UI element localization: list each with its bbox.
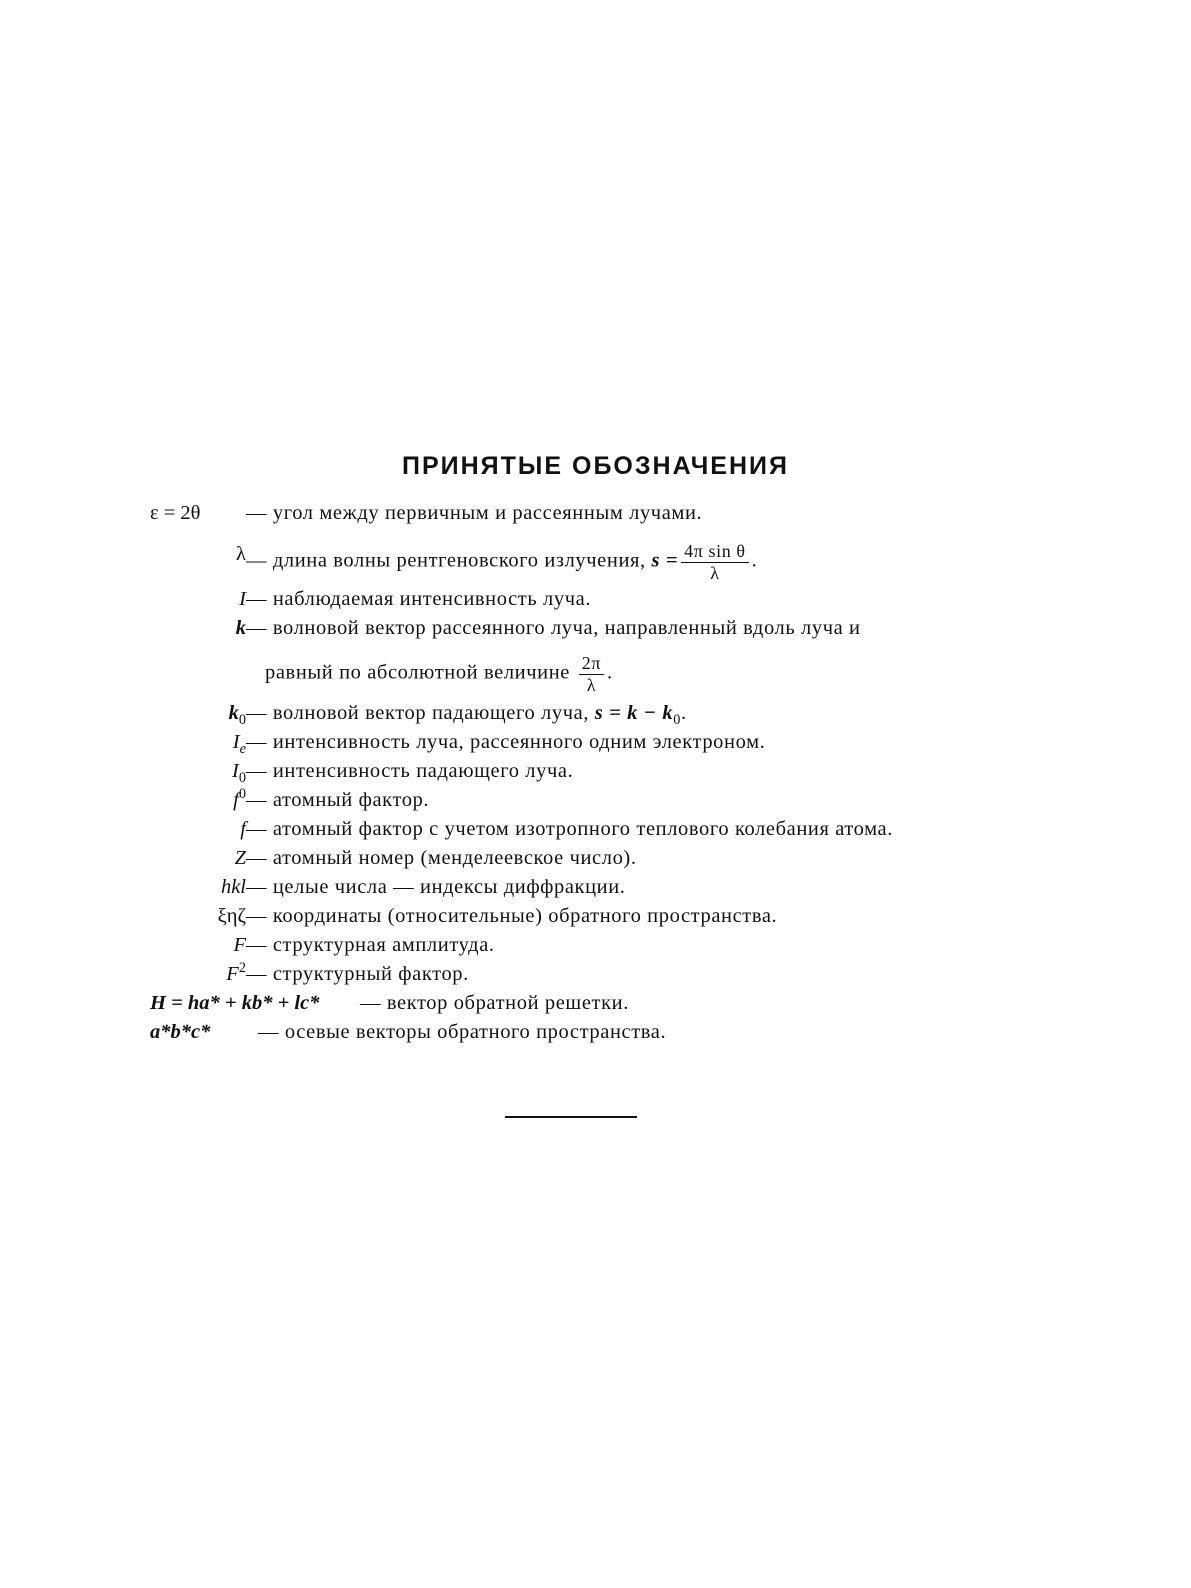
entry-text: вектор обратной решетки. <box>386 992 629 1014</box>
entry-description <box>246 816 893 842</box>
entry-dash: — <box>246 963 268 985</box>
symbol-base: I <box>232 760 239 782</box>
entry-text: наблюдаемая интенсивность луча. <box>272 588 592 610</box>
symbol-subscript: 0 <box>238 712 246 729</box>
fraction-denominator: λ <box>586 675 597 695</box>
formula-end: . <box>607 661 613 684</box>
entry-text: волновой вектор падающего луча, <box>272 702 590 724</box>
entry-symbol: I <box>239 588 246 610</box>
entry-text: целые числа — индексы диффракции. <box>272 876 626 898</box>
entry-symbol <box>228 700 246 729</box>
formula-end: . <box>681 702 687 724</box>
page-title: ПРИНЯТЫЕ ОБОЗНАЧЕНИЯ <box>402 452 789 480</box>
entry-symbol <box>226 961 246 987</box>
entry-text: структурный фактор. <box>272 963 469 985</box>
formula: s = k − k <box>594 702 674 724</box>
formula-subscript: 0 <box>673 712 682 729</box>
entry-description <box>246 787 429 813</box>
entry-text: интенсивность падающего луча. <box>272 760 574 782</box>
symbol-subscript: e <box>239 741 246 758</box>
symbol-base: I <box>232 731 240 753</box>
entry-symbol: H = ha* + kb* + lc* <box>150 992 320 1014</box>
fraction-numerator: 2π <box>579 653 604 675</box>
entry-text: атомный фактор с учетом изотропного теплового колебания атома. <box>272 818 893 840</box>
entry-symbol: hkl <box>220 876 246 898</box>
entry-dash: — <box>258 1021 280 1043</box>
entry-description <box>246 500 702 526</box>
symbol-base: k <box>228 702 239 724</box>
symbol-superscript: 0 <box>238 786 246 803</box>
entry-continuation <box>265 653 613 695</box>
entry-dash: — <box>246 731 268 753</box>
symbol-superscript: 2 <box>238 960 246 977</box>
entry-text: длина волны рентгеновского излучения, <box>272 549 646 572</box>
entry-symbol <box>232 758 246 787</box>
entry-text: координаты (относительные) обратного пространства. <box>272 905 778 927</box>
entry-dash: — <box>246 549 268 572</box>
entry-dash: — <box>246 702 268 724</box>
entry-dash: — <box>246 934 268 956</box>
entry-description <box>246 729 765 755</box>
entry-description <box>246 961 469 987</box>
entry-symbol: f <box>240 818 246 840</box>
entry-symbol: a*b*c* <box>150 1021 211 1043</box>
entry-dash: — <box>246 789 268 811</box>
entry-continuation-text: равный по абсолютной величине <box>265 661 570 684</box>
entry-text: осевые векторы обратного пространства. <box>284 1021 667 1043</box>
entry-dash: — <box>246 588 268 610</box>
formula-lhs: s = <box>651 549 679 572</box>
entry-symbol: ε = 2θ <box>150 502 201 524</box>
symbol-base: f <box>233 789 239 811</box>
entry-text: структурная амплитуда. <box>272 934 495 956</box>
formula-fraction <box>579 653 604 695</box>
formula-fraction <box>681 541 749 583</box>
symbol-base: F <box>226 963 239 985</box>
entry-dash: — <box>246 876 268 898</box>
fraction-denominator: λ <box>710 563 720 583</box>
entry-description <box>360 990 629 1016</box>
entry-text: атомный фактор. <box>272 789 430 811</box>
entry-description <box>246 615 861 641</box>
entry-symbol: λ <box>236 543 246 565</box>
entry-symbol: Z <box>234 847 246 869</box>
entry-description <box>246 903 777 929</box>
symbol-subscript: 0 <box>238 770 246 787</box>
entry-description <box>246 586 591 612</box>
closing-rule <box>505 1116 637 1118</box>
entry-dash: — <box>246 617 268 639</box>
formula-end: . <box>751 549 758 572</box>
entry-dash: — <box>246 905 268 927</box>
entry-description <box>246 700 687 729</box>
entry-text: атомный номер (менделеевское число). <box>272 847 637 869</box>
entry-symbol: ξηζ <box>217 905 246 927</box>
entry-symbol: F <box>233 934 246 956</box>
entry-description <box>246 541 757 583</box>
entry-dash: — <box>246 847 268 869</box>
entry-dash: — <box>246 818 268 840</box>
entry-text: интенсивность луча, рассеянного одним электроном. <box>272 731 766 753</box>
entry-dash: — <box>246 760 268 782</box>
entry-description <box>246 874 626 900</box>
entry-text: угол между первичным и рассеянным лучами. <box>272 502 703 524</box>
entry-description <box>246 845 637 871</box>
entry-symbol <box>233 787 246 813</box>
entry-symbol: k <box>235 617 246 639</box>
fraction-numerator: 4π sin θ <box>681 541 749 563</box>
entry-dash: — <box>246 502 268 524</box>
entry-description <box>258 1019 666 1045</box>
entry-symbol <box>232 729 246 758</box>
entry-text: волновой вектор рассеянного луча, направленный вдоль луча и <box>272 617 861 639</box>
entry-description <box>246 758 573 784</box>
entry-description <box>246 932 495 958</box>
entry-dash: — <box>360 992 382 1014</box>
